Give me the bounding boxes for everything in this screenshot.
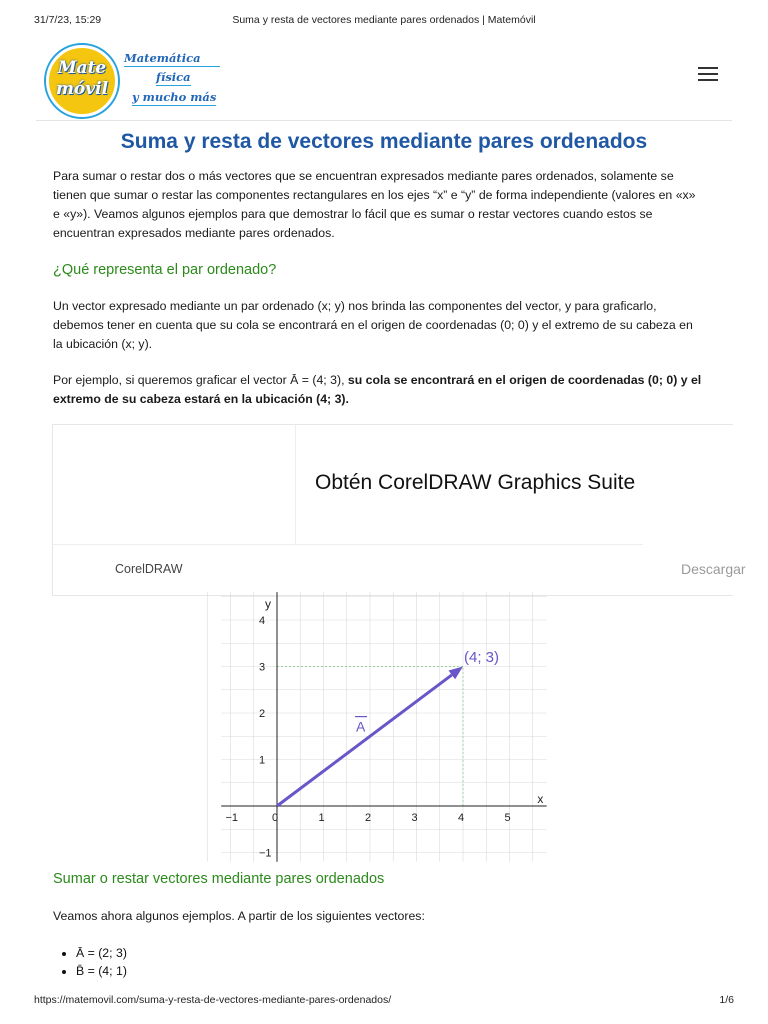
logo-line1: Mate xyxy=(57,58,107,78)
ad-download-button[interactable]: Descargar xyxy=(681,561,746,577)
y-tick-label: 1 xyxy=(259,754,266,767)
logo-badge xyxy=(46,45,118,117)
y-tick-label: −1 xyxy=(259,847,272,860)
x-tick-label: 1 xyxy=(318,812,325,824)
print-url: https://matemovil.com/suma-y-resta-de-vectores-mediante-pares-ordenados/ xyxy=(34,994,392,1006)
x-tick-label: 5 xyxy=(504,812,511,824)
advertisement[interactable] xyxy=(52,424,746,596)
ad-title[interactable]: Obtén CorelDRAW Graphics Suite xyxy=(315,471,636,494)
x-tick-label: −1 xyxy=(225,812,239,824)
example-text: Por ejemplo, si queremos graficar el vector Ā = (4; 3), xyxy=(53,373,348,387)
vector-graph-svg xyxy=(222,597,548,860)
vector-graph xyxy=(222,597,548,860)
x-tick-label: 0 xyxy=(272,812,279,824)
ad-brand[interactable]: CorelDRAW xyxy=(115,562,183,576)
x-axis-label: x xyxy=(537,792,544,806)
x-tick-label: 4 xyxy=(458,812,465,824)
ad-divider xyxy=(53,544,643,545)
y-tick-label: 2 xyxy=(259,708,266,720)
list-item: • Ā = (2; 3) xyxy=(76,944,127,962)
print-doc-title: Suma y resta de vectores mediante pares ordenados | Matemóvil xyxy=(232,14,536,26)
page-title: Suma y resta de vectores mediante pares ordenados xyxy=(120,130,648,153)
example-paragraph xyxy=(53,371,705,409)
logo-line2: móvil xyxy=(55,79,109,99)
y-tick-label: 3 xyxy=(259,661,266,674)
hamburger-menu-icon[interactable] xyxy=(698,67,718,83)
y-tick-label: 4 xyxy=(259,615,266,627)
example-bold-text: su cola se encontrará en el origen de coordenadas (0; 0) y el extremo de su cabeza estará en la ubicación (4; 3). xyxy=(53,373,702,406)
list-item: • B̄ = (4; 1) xyxy=(76,962,127,980)
point-label: (4; 3) xyxy=(464,648,500,666)
print-timestamp: 31/7/23, 15:29 xyxy=(34,14,102,26)
section-heading-par-ordenado: ¿Qué representa el par ordenado? xyxy=(53,262,277,278)
vector-list xyxy=(58,944,127,980)
vector-label: A xyxy=(356,718,366,735)
site-logo[interactable] xyxy=(46,45,226,111)
x-tick-label: 2 xyxy=(365,812,372,824)
intro-paragraph: Para sumar o restar dos o más vectores que se encuentran expresados mediante pares ordenados, solamente se tienen que sumar o restar las componentes rectangulares en los ejes “x” e “y” de forma independiente (valores en «x» e «y»). Veamos algunos ejemplos para que demostrar lo fácil que es sumar o restar vectores cuando estos se encuentran expresados mediante pares ordenados. xyxy=(53,169,696,240)
logo-tagline-3: y mucho más xyxy=(132,90,217,104)
site-header xyxy=(36,40,732,121)
y-axis-label: y xyxy=(265,597,271,612)
section-heading-sumar-restar: Sumar o restar vectores mediante pares ordenados xyxy=(53,871,385,887)
vector-line xyxy=(277,675,452,806)
logo-tagline-1: Matemática xyxy=(124,51,220,67)
examples-intro-paragraph: Veamos ahora algunos ejemplos. A partir de los siguientes vectores: xyxy=(53,909,425,923)
x-tick-label: 3 xyxy=(411,812,418,824)
logo-tagline-2: física xyxy=(156,70,191,84)
ad-image xyxy=(53,425,296,544)
print-page-number: 1/6 xyxy=(719,994,734,1006)
par-ordenado-paragraph: Un vector expresado mediante un par ordenado (x; y) nos brinda las componentes del vector, y para graficarlo, debemos tener en cuenta que su cola se encontrará en el origen de coordenadas (0; 0) y el extremo de su cabeza en la ubicación (x; y). xyxy=(53,299,693,351)
